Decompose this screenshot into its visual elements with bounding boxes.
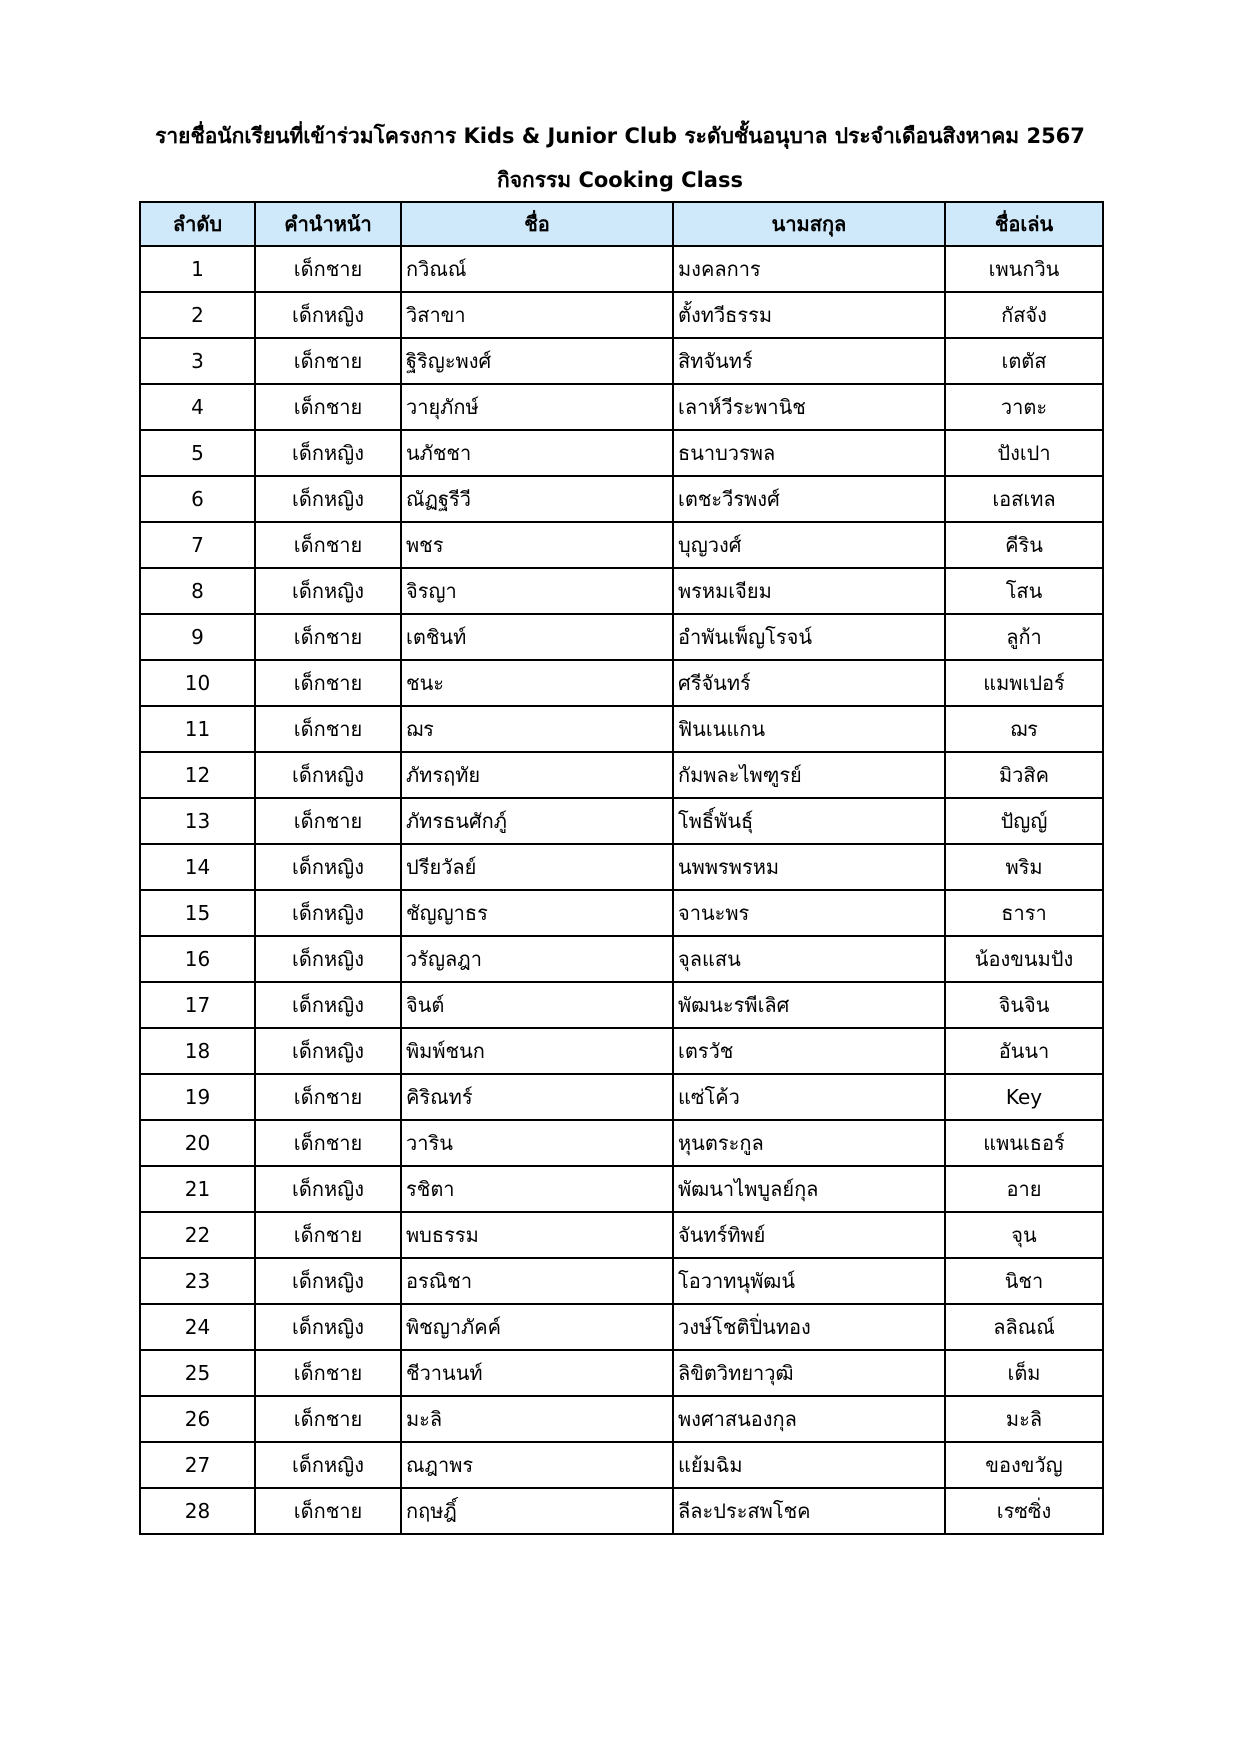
cell-nickname: เต็ม: [945, 1350, 1103, 1396]
cell-number: 7: [140, 522, 255, 568]
student-roster-table: [139, 201, 1104, 1535]
cell-number: 10: [140, 660, 255, 706]
cell-prefix: เด็กชาย: [255, 1074, 401, 1120]
cell-prefix: เด็กหญิง: [255, 1028, 401, 1074]
cell-prefix: เด็กหญิง: [255, 476, 401, 522]
table-row: [140, 1304, 1103, 1350]
cell-number: 24: [140, 1304, 255, 1350]
cell-number: 8: [140, 568, 255, 614]
cell-number: 4: [140, 384, 255, 430]
cell-first-name: กฤษฎิ์: [401, 1488, 673, 1534]
cell-first-name: จินต์: [401, 982, 673, 1028]
cell-prefix: เด็กหญิง: [255, 1258, 401, 1304]
cell-first-name: เตชินท์: [401, 614, 673, 660]
table-row: [140, 384, 1103, 430]
cell-nickname: ลลิณณ์: [945, 1304, 1103, 1350]
table-row: [140, 890, 1103, 936]
cell-nickname: แมพเปอร์: [945, 660, 1103, 706]
cell-number: 12: [140, 752, 255, 798]
cell-prefix: เด็กชาย: [255, 660, 401, 706]
cell-nickname: แพนเธอร์: [945, 1120, 1103, 1166]
cell-nickname: ปังเปา: [945, 430, 1103, 476]
cell-last-name: วงษ์โชติปิ่นทอง: [673, 1304, 945, 1350]
cell-last-name: จานะพร: [673, 890, 945, 936]
table-row: [140, 1350, 1103, 1396]
cell-number: 13: [140, 798, 255, 844]
column-header-no: ลำดับ: [140, 202, 255, 246]
cell-last-name: ตั้งทวีธรรม: [673, 292, 945, 338]
cell-nickname: เรซซิ่ง: [945, 1488, 1103, 1534]
cell-last-name: กัมพละไพฑูรย์: [673, 752, 945, 798]
cell-number: 19: [140, 1074, 255, 1120]
cell-prefix: เด็กชาย: [255, 614, 401, 660]
table-row: [140, 1488, 1103, 1534]
cell-last-name: บุญวงศ์: [673, 522, 945, 568]
table-row: [140, 798, 1103, 844]
table-row: [140, 1396, 1103, 1442]
table-row: [140, 1166, 1103, 1212]
cell-last-name: พรหมเจียม: [673, 568, 945, 614]
cell-nickname: มะลิ: [945, 1396, 1103, 1442]
cell-number: 23: [140, 1258, 255, 1304]
cell-last-name: ลิขิตวิทยาวุฒิ: [673, 1350, 945, 1396]
page-subtitle: กิจกรรม Cooking Class: [497, 168, 743, 192]
cell-nickname: วาตะ: [945, 384, 1103, 430]
cell-last-name: จันทร์ทิพย์: [673, 1212, 945, 1258]
cell-first-name: ชัญญาธร: [401, 890, 673, 936]
cell-number: 28: [140, 1488, 255, 1534]
cell-nickname: เตตัส: [945, 338, 1103, 384]
table-row: [140, 476, 1103, 522]
cell-first-name: พชร: [401, 522, 673, 568]
cell-nickname: มิวสิค: [945, 752, 1103, 798]
cell-first-name: ฐิริญะพงศ์: [401, 338, 673, 384]
table-row: [140, 844, 1103, 890]
cell-last-name: อำพันเพ็ญโรจน์: [673, 614, 945, 660]
cell-last-name: ฟินเนแกน: [673, 706, 945, 752]
table-row: [140, 568, 1103, 614]
cell-nickname: ปัญญ์: [945, 798, 1103, 844]
cell-number: 6: [140, 476, 255, 522]
cell-nickname: ลูก้า: [945, 614, 1103, 660]
cell-first-name: คิริณทร์: [401, 1074, 673, 1120]
cell-last-name: ศรีจันทร์: [673, 660, 945, 706]
cell-last-name: นพพรพรหม: [673, 844, 945, 890]
cell-first-name: มะลิ: [401, 1396, 673, 1442]
cell-nickname: จินจิน: [945, 982, 1103, 1028]
cell-prefix: เด็กชาย: [255, 1396, 401, 1442]
cell-prefix: เด็กชาย: [255, 1350, 401, 1396]
cell-first-name: วาริน: [401, 1120, 673, 1166]
cell-prefix: เด็กชาย: [255, 1488, 401, 1534]
cell-number: 16: [140, 936, 255, 982]
cell-first-name: ณฎาพร: [401, 1442, 673, 1488]
table-row: [140, 706, 1103, 752]
table-row: [140, 246, 1103, 292]
cell-last-name: หุนตระกูล: [673, 1120, 945, 1166]
cell-number: 3: [140, 338, 255, 384]
cell-last-name: พัฒนาไพบูลย์กุล: [673, 1166, 945, 1212]
cell-first-name: จิรญา: [401, 568, 673, 614]
cell-number: 2: [140, 292, 255, 338]
cell-number: 25: [140, 1350, 255, 1396]
cell-last-name: เลาห์วีระพานิช: [673, 384, 945, 430]
cell-first-name: ภัทรธนศักภู์: [401, 798, 673, 844]
cell-last-name: แย้มฉิม: [673, 1442, 945, 1488]
cell-prefix: เด็กหญิง: [255, 430, 401, 476]
cell-last-name: พัฒนะรพีเลิศ: [673, 982, 945, 1028]
cell-first-name: พิมพ์ชนก: [401, 1028, 673, 1074]
cell-nickname: Key: [945, 1074, 1103, 1120]
cell-nickname: คีริน: [945, 522, 1103, 568]
cell-number: 15: [140, 890, 255, 936]
cell-nickname: อาย: [945, 1166, 1103, 1212]
cell-prefix: เด็กชาย: [255, 384, 401, 430]
cell-number: 14: [140, 844, 255, 890]
cell-number: 21: [140, 1166, 255, 1212]
cell-last-name: ลีละประสพโชค: [673, 1488, 945, 1534]
cell-first-name: ชนะ: [401, 660, 673, 706]
column-header-last-name: นามสกุล: [673, 202, 945, 246]
cell-prefix: เด็กหญิง: [255, 844, 401, 890]
cell-number: 17: [140, 982, 255, 1028]
cell-prefix: เด็กชาย: [255, 522, 401, 568]
cell-prefix: เด็กหญิง: [255, 568, 401, 614]
cell-nickname: โสน: [945, 568, 1103, 614]
column-header-nickname: ชื่อเล่น: [945, 202, 1103, 246]
cell-first-name: พบธรรม: [401, 1212, 673, 1258]
table-row: [140, 614, 1103, 660]
cell-first-name: ฌร: [401, 706, 673, 752]
cell-last-name: โพธิ์พันธุ์: [673, 798, 945, 844]
cell-last-name: ธนาบวรพล: [673, 430, 945, 476]
cell-nickname: น้องขนมปัง: [945, 936, 1103, 982]
cell-first-name: ภัทรฤทัย: [401, 752, 673, 798]
cell-prefix: เด็กหญิง: [255, 1166, 401, 1212]
cell-prefix: เด็กหญิง: [255, 936, 401, 982]
cell-nickname: พริม: [945, 844, 1103, 890]
cell-first-name: วรัญลฎา: [401, 936, 673, 982]
cell-nickname: นิชา: [945, 1258, 1103, 1304]
cell-last-name: เตชะวีรพงศ์: [673, 476, 945, 522]
table-row: [140, 292, 1103, 338]
cell-prefix: เด็กชาย: [255, 1212, 401, 1258]
cell-number: 11: [140, 706, 255, 752]
table-row: [140, 430, 1103, 476]
column-header-first-name: ชื่อ: [401, 202, 673, 246]
cell-last-name: พงศาสนองกุล: [673, 1396, 945, 1442]
cell-last-name: จุลแสน: [673, 936, 945, 982]
cell-first-name: วิสาขา: [401, 292, 673, 338]
cell-prefix: เด็กหญิง: [255, 1304, 401, 1350]
cell-last-name: แซ่โค้ว: [673, 1074, 945, 1120]
cell-number: 27: [140, 1442, 255, 1488]
cell-prefix: เด็กหญิง: [255, 890, 401, 936]
cell-first-name: นภัชชา: [401, 430, 673, 476]
table-row: [140, 1120, 1103, 1166]
table-header-row: [140, 202, 1103, 246]
table-row: [140, 982, 1103, 1028]
cell-first-name: รชิตา: [401, 1166, 673, 1212]
cell-last-name: เตรวัช: [673, 1028, 945, 1074]
cell-last-name: มงคลการ: [673, 246, 945, 292]
table-body: [140, 246, 1103, 1534]
cell-prefix: เด็กหญิง: [255, 982, 401, 1028]
table-row: [140, 1258, 1103, 1304]
cell-number: 22: [140, 1212, 255, 1258]
cell-number: 20: [140, 1120, 255, 1166]
cell-prefix: เด็กชาย: [255, 338, 401, 384]
cell-nickname: ฌร: [945, 706, 1103, 752]
cell-last-name: สิทจันทร์: [673, 338, 945, 384]
column-header-prefix: คำนำหน้า: [255, 202, 401, 246]
cell-first-name: ปรียวัลย์: [401, 844, 673, 890]
cell-first-name: อรณิชา: [401, 1258, 673, 1304]
cell-prefix: เด็กหญิง: [255, 292, 401, 338]
table-row: [140, 936, 1103, 982]
cell-first-name: ณัฏฐรีวี: [401, 476, 673, 522]
cell-prefix: เด็กหญิง: [255, 752, 401, 798]
cell-last-name: โอวาทนุพัฒน์: [673, 1258, 945, 1304]
cell-number: 26: [140, 1396, 255, 1442]
cell-nickname: กัสจัง: [945, 292, 1103, 338]
table-row: [140, 1074, 1103, 1120]
cell-nickname: ของขวัญ: [945, 1442, 1103, 1488]
table-row: [140, 752, 1103, 798]
table-row: [140, 1442, 1103, 1488]
cell-nickname: ธารา: [945, 890, 1103, 936]
cell-first-name: พิชญาภัคค์: [401, 1304, 673, 1350]
cell-prefix: เด็กหญิง: [255, 1442, 401, 1488]
page-title: รายชื่อนักเรียนที่เข้าร่วมโครงการ Kids & Junior Club ระดับชั้นอนุบาล ประจำเดือนสิงหาคม 2567: [155, 124, 1085, 148]
cell-prefix: เด็กชาย: [255, 246, 401, 292]
cell-nickname: เอสเทล: [945, 476, 1103, 522]
cell-number: 1: [140, 246, 255, 292]
cell-number: 9: [140, 614, 255, 660]
cell-first-name: ชีวานนท์: [401, 1350, 673, 1396]
cell-number: 5: [140, 430, 255, 476]
cell-nickname: อันนา: [945, 1028, 1103, 1074]
table-row: [140, 338, 1103, 384]
cell-prefix: เด็กชาย: [255, 1120, 401, 1166]
table-row: [140, 660, 1103, 706]
cell-nickname: เพนกวิน: [945, 246, 1103, 292]
cell-number: 18: [140, 1028, 255, 1074]
cell-first-name: วายุภักษ์: [401, 384, 673, 430]
table-row: [140, 522, 1103, 568]
cell-nickname: จุน: [945, 1212, 1103, 1258]
cell-prefix: เด็กชาย: [255, 706, 401, 752]
table-row: [140, 1212, 1103, 1258]
table-row: [140, 1028, 1103, 1074]
cell-first-name: กวิณณ์: [401, 246, 673, 292]
cell-prefix: เด็กชาย: [255, 798, 401, 844]
